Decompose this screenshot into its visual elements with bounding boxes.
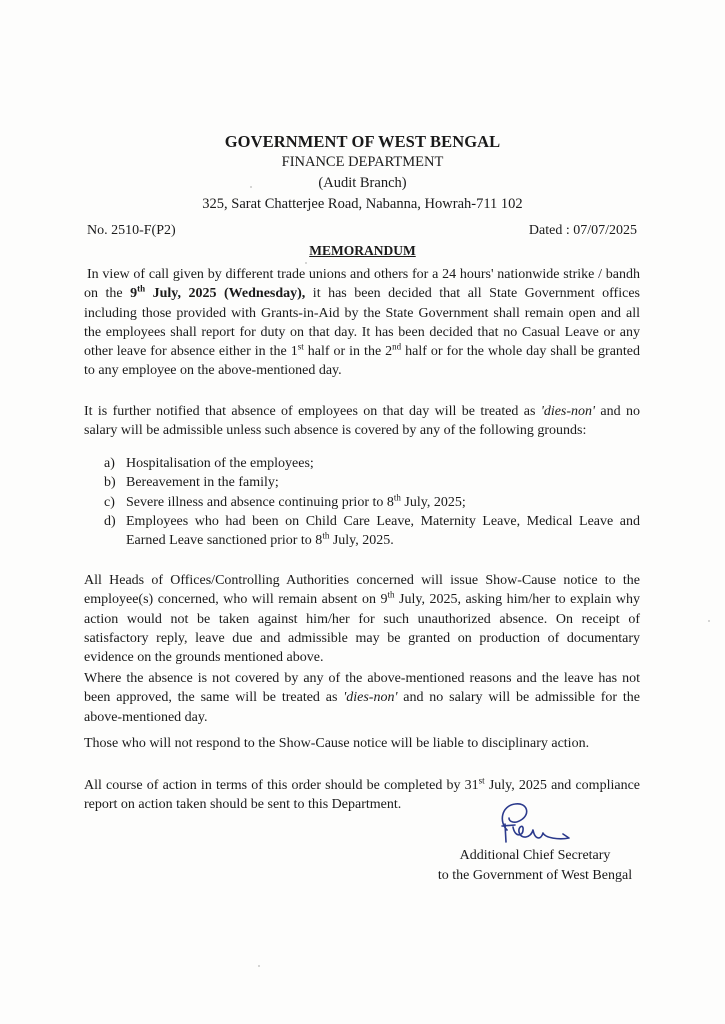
list-item-text: Bereavement in the family; — [126, 475, 279, 491]
paragraph-show-cause: All Heads of Offices/Controlling Authorities concerned will issue Show-Cause notice to the employee(s) concerned, who will remain absent on 9th July, 2025, asking him/her to explain why action would not be taken against him/her for such unauthorized absence. On receipt of satisfactory reply, leave due and admissible may be granted on production of documentary evidence on the grounds mentioned above. — [84, 573, 640, 666]
list-marker: c) — [104, 494, 115, 510]
paragraph-dies-non — [84, 402, 640, 441]
branch-name: (Audit Branch) — [318, 175, 407, 191]
text: and no salary will be admissible for the above-mentioned day. — [84, 690, 640, 725]
scan-speck — [250, 186, 252, 188]
memo-title: MEMORANDUM — [309, 243, 416, 258]
paragraph-disciplinary: Those who will not respond to the Show-Cause notice will be liable to disciplinary action. — [84, 736, 590, 751]
signatory-organisation: to the Government of West Bengal — [437, 867, 633, 883]
list-item-text: Employees who had been on Child Care Leave, Maternity Leave, Medical Leave and Earned Leave sanctioned prior to 8 — [126, 513, 640, 549]
paragraph-strike-notice: In view of call given by different trade unions and others for a 24 hours' nationwide strike / bandh on the 9th July, 2025 (Wednesday), it has been decided that all State Government offices including those provided with Grants-in-Aid by the State Government shall remain open and all the employees shall report for duty on that day. It has been decided that no Casual Leave or any other leave for absence either in the 1st half or in the 2nd half or for the whole day shall be granted to any employee on the above-mentioned day. — [84, 267, 641, 379]
exemption-grounds-list — [104, 454, 640, 550]
list-item: d) Employees who had been on Child Care Leave, Maternity Leave, Medical Leave and Earned Leave sanctioned prior to 8th July, 2025. — [104, 513, 640, 549]
letterhead — [0, 132, 725, 215]
department-name: FINANCE DEPARTMENT — [281, 154, 444, 170]
paragraph-uncovered-absence — [84, 669, 640, 727]
text: All course of action in terms of this order should be completed by 31 — [84, 778, 479, 793]
list-marker: b) — [104, 475, 116, 491]
text: July, 2025, asking him/her to explain why action would not be taken against him/her for such unauthorized absence. On receipt of satisfactory reply, leave due and admissible may be granted on production of documentary evidence on the grounds mentioned above. — [84, 592, 640, 666]
list-item-text: Severe illness and absence continuing prior to 8 — [126, 494, 394, 510]
list-item — [104, 473, 640, 492]
text: Where the absence is not covered by any of the above-mentioned reasons and the leave has not been approved, the same will be treated as — [84, 671, 640, 706]
text: half or in the 2 — [303, 344, 393, 360]
dies-non-term: 'dies-non' — [343, 690, 398, 706]
text: All Heads of Offices/Controlling Authorities concerned will issue Show-Cause notice to the employee(s) concerned, who will remain absent on 9 — [84, 573, 640, 608]
paragraph-compliance: All course of action in terms of this order should be completed by 31st July, 2025 and compliance report on action taken should be sent to this Department. — [84, 775, 640, 813]
text: It is further notified that absence of employees on that day will be treated as — [84, 404, 541, 419]
signature-icon — [485, 800, 585, 846]
scan-speck — [305, 262, 307, 264]
memo-number: No. 2510-F(P2) — [87, 223, 176, 238]
text: July, 2025 and compliance report on action taken should be sent to this Department. — [84, 778, 640, 813]
text: it has been decided that all State Government offices including those provided with Grants-in-Aid by the State Government shall remain open and all the employees shall report for duty on that day. It has been decided that no Casual Leave or any other leave for absence either in the 1 — [84, 286, 640, 360]
scan-speck — [708, 620, 710, 622]
text: In view of call given by different trade unions and others for a 24 hours' nationwide strike / bandh on the — [84, 267, 640, 302]
list-item — [104, 454, 640, 473]
text: and no salary will be admissible unless such absence is covered by any of the following grounds: — [84, 404, 640, 439]
memo-date: Dated : 07/07/2025 — [528, 223, 637, 238]
dies-non-term: 'dies-non' — [540, 404, 596, 419]
list-item: c) Severe illness and absence continuing prior to 8th July, 2025; — [104, 493, 640, 512]
government-name: GOVERNMENT OF WEST BENGAL — [224, 132, 501, 151]
text: half or for the whole day shall be granted to any employee on the above-mentioned day. — [84, 344, 641, 379]
office-address: 325, Sarat Chatterjee Road, Nabanna, Howrah-711 102 — [202, 196, 523, 212]
list-marker: d) — [104, 513, 116, 529]
scan-speck — [258, 965, 260, 967]
strike-date: 9th July, 2025 (Wednesday), — [130, 283, 306, 302]
list-marker: a) — [104, 456, 115, 471]
signatory-designation: Additional Chief Secretary — [459, 848, 611, 863]
list-item-text: Hospitalisation of the employees; — [126, 456, 314, 471]
signature-block — [390, 800, 680, 885]
